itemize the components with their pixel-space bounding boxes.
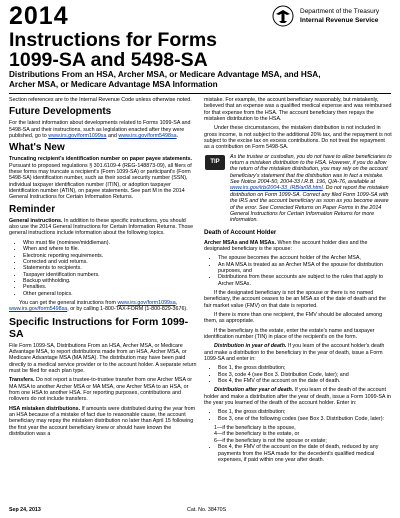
list-item: • Statements to recipients.: [23, 265, 197, 271]
heading-whats-new: What's New: [9, 142, 65, 154]
document-title: [9, 30, 394, 70]
right-column: [204, 97, 392, 466]
list-item: • Who must file (nominee/middleman).: [23, 240, 197, 246]
distribution-after-paragraph: Distribution after year of death. If you learn of the death of the account holder and make a distribution after the year of death, issue a Form 1099-SA in the year you learned of the death of the account holder. Enter in:: [204, 387, 391, 407]
tip-box: [204, 154, 392, 224]
revision-date: Sep 24, 2013: [9, 507, 41, 513]
list-item: • Distributions from these accounts are subject to the rules that apply to Archer MSAs.: [218, 274, 392, 287]
archer-list: [204, 255, 392, 287]
list-item: • Box 4, the FMV of the account on the date of death, reduced by any payments from the HSA made for the decedent's qualified medical expenses, if paid within one year after death.: [218, 444, 392, 463]
title-line-1: Instructions for Forms: [9, 29, 218, 51]
more-than-one-paragraph: If there is more than one recipient, the FMV should be allocated among them, as appropriate.: [204, 311, 383, 325]
list-item: • Box 3, one of the following codes (see Box 3. Distribution Code, later):: [218, 416, 392, 422]
subtitle-line-2: Archer MSA, or Medicare Advantage MSA Information: [9, 80, 218, 89]
list-item: 4—if the beneficiary is the estate, or: [214, 431, 300, 438]
continued-paragraph: mistake. For example, the account beneficiary reasonably, but mistakenly, believed that an expense was a qualified medical expense and was reimbursed for that expense from the HSA. The account beneficiary then repays the mistaken distribution to the HSA.: [204, 97, 392, 123]
catalog-number: Cat. No. 38470S: [187, 507, 227, 513]
link-form5498sa-2[interactable]: www.irs.gov/form5498sa: [9, 306, 68, 313]
tip-text: As the trustee or custodian, you do not have to allow beneficiaries to return a mistaken distribution to the HSA. However, if you do allow the return of the mistaken distribution, you may rely on the account beneficiary's statement that the distribution was in fact a mistake. See Notice 2004-50, 2004-33 I.R.B. 196, Q/A-76, available at www.irs.gov/irb/2004-33_IRB/ar08.html. Do not report the mistaken distribution on Form 1099-SA. Correct any filed Form 1099-SA with the IRS and the account beneficiary as soon as you become aware of the error. See Corrected Returns on Paper Forms in the 2014 General Instructions for Certain Information Returns for more information.: [230, 153, 392, 224]
irs-header-block: [272, 5, 392, 31]
form-year: 2014: [9, 2, 69, 30]
list-item: • Electronic reporting requirements.: [23, 253, 197, 259]
link-notice-2004-50[interactable]: www.irs.gov/irb/2004-33_IRB/ar08.html: [230, 185, 323, 192]
transfers-paragraph: Transfers. Do not report a trustee-to-trustee transfer from one Archer MSA or MA MSA to another Archer MSA or MA MSA, one Archer MSA to an HSA, or from one HSA to another HSA. For reporting purposes, contributions and rollovers do not include transfers.: [9, 377, 192, 403]
intro-text: Section references are to the Internal Revenue Code unless otherwise noted.: [9, 97, 192, 103]
link-form5498sa[interactable]: www.irs.gov/form5498sa: [118, 133, 177, 140]
code-list: [204, 425, 392, 444]
list-item: • Box 4, the FMV of the account on the date of death.: [218, 378, 392, 384]
irs-eagle-logo: [272, 5, 294, 27]
tin-paragraph: Truncating recipient's identification number on paper payee statements. Pursuant to proposed regulations § 301.6109-4 (REG-148873-09), all filers of these forms may truncate a recipient's (Form 1099-SA) or participant's (Form 5498-SA) identification number, such as their social security number (SSN), individual taxpayer identification number (ITIN), or adoption taxpayer identification number (ATIN), on payee statements. See part M in the 2014 General Instructions for Certain Information Returns.: [9, 156, 192, 201]
list-item: • Box 1, the gross distribution;: [218, 365, 392, 371]
header-rule: [9, 93, 391, 94]
irs-line: Internal Revenue Service: [300, 17, 379, 24]
circumstances-paragraph: Under these circumstances, the mistaken distribution is not included in gross income, is not subject to the additional 20% tax, and the repayment is not subject to the excise tax on excess contributions. Do not treat the repayment as a contribution on Form 5498-SA.: [204, 125, 392, 151]
document-subtitle: [9, 70, 394, 90]
get-general-paragraph: You can get the general instructions from www.irs.gov/form1099sa, www.irs.gov/form5498sa, or by calling 1-800-TAX-FORM (1-800-829-3676).: [9, 299, 188, 313]
title-line-2: 1099-SA and 5498-SA: [9, 49, 208, 71]
tip-icon: TIP: [205, 155, 225, 170]
list-item: • When and where to file.: [23, 246, 197, 252]
topics-list: [9, 240, 197, 297]
department-line: Department of the Treasury: [300, 8, 380, 15]
distribution-after-list-2: [204, 444, 392, 463]
list-item: • Taxpayer identification numbers.: [23, 272, 197, 278]
list-item: • Box 1, the gross distribution;: [218, 409, 392, 415]
list-item: 6—if the beneficiary is not the spouse or estate;: [214, 437, 327, 444]
mistaken-paragraph: HSA mistaken distributions. If amounts were distributed during the year from an HSA because of a mistake of fact due to reasonable cause, the account beneficiary may repay the mistaken distribution no later than April 15 following the first year the account beneficiary knew or should have known the distribution was a: [9, 405, 196, 438]
heading-future-developments: Future Developments: [9, 106, 112, 118]
subtitle-line-1: Distributions From an HSA, Archer MSA, or Medicare Advantage MSA, and HSA,: [9, 70, 321, 79]
heading-reminder: Reminder: [9, 203, 56, 215]
heading-specific-instructions: Specific Instructions for Form 1099-SA: [9, 315, 189, 340]
distribution-year-list: [204, 365, 392, 384]
reminder-paragraph: General instructions. In addition to these specific instructions, you should also use the 2014 General Instructions for Certain Information Returns. Those general instructions include information about the following topics.: [9, 217, 194, 237]
estate-paragraph: If the beneficiary is the estate, enter the estate's name and taxpayer identification number (TIN) in place of the recipient's on the form.: [204, 327, 375, 340]
list-item: • Box 3, code 4 (see Box 3. Distribution Code, later); and: [218, 372, 392, 378]
not-spouse-paragraph: If the designated beneficiary is not the spouse or there is no named beneficiary, the account ceases to be an MSA as of the date of death and the fair market value (FMV) on that date is reported.: [204, 289, 387, 309]
distribution-after-list: [204, 409, 392, 422]
list-item: • The spouse becomes the account holder of the Archer MSA,: [218, 255, 392, 261]
specific-paragraph: File Form 1099-SA, Distributions From an HSA, Archer MSA, or Medicare Advantage MSA, to report distributions made from an HSA, Archer MSA, or Medicare Advantage MSA (MA MSA). The distribution may have been paid directly to a medical service provider or to the account holder. A separate return must be filed for each plan type.: [9, 342, 197, 374]
heading-death-of-account-holder: Death of Account Holder: [204, 228, 277, 236]
left-column: [9, 97, 197, 440]
list-item: • Other general topics.: [23, 291, 197, 297]
list-item: • An MA MSA is treated as an Archer MSA of the spouse for distribution purposes, and: [218, 262, 392, 275]
list-item: • Backup withholding.: [23, 278, 197, 284]
archer-paragraph: Archer MSAs and MA MSAs. When the account holder dies and the designated beneficiary is the spouse:: [204, 239, 368, 252]
future-paragraph: For the latest information about developments related to Forms 1099-SA and 5498-SA and their instructions, such as legislation enacted after they were published, go to www.irs.gov/form1099sa and www.irs.gov/form5498sa.: [9, 120, 191, 140]
link-form1099sa[interactable]: www.irs.gov/form1099sa: [48, 133, 107, 140]
distribution-year-paragraph: Distribution in year of death. If you learn of the account holder's death and make a distribution to the beneficiary in the year of death, issue a Form 1099-SA and enter in:: [204, 343, 385, 363]
list-item: 1—if the beneficiary is the spouse,: [214, 425, 296, 432]
list-item: • Penalties.: [23, 284, 197, 290]
link-form1099sa-2[interactable]: www.irs.gov/form1099sa: [117, 299, 176, 306]
list-item: • Corrected and void returns.: [23, 259, 197, 265]
